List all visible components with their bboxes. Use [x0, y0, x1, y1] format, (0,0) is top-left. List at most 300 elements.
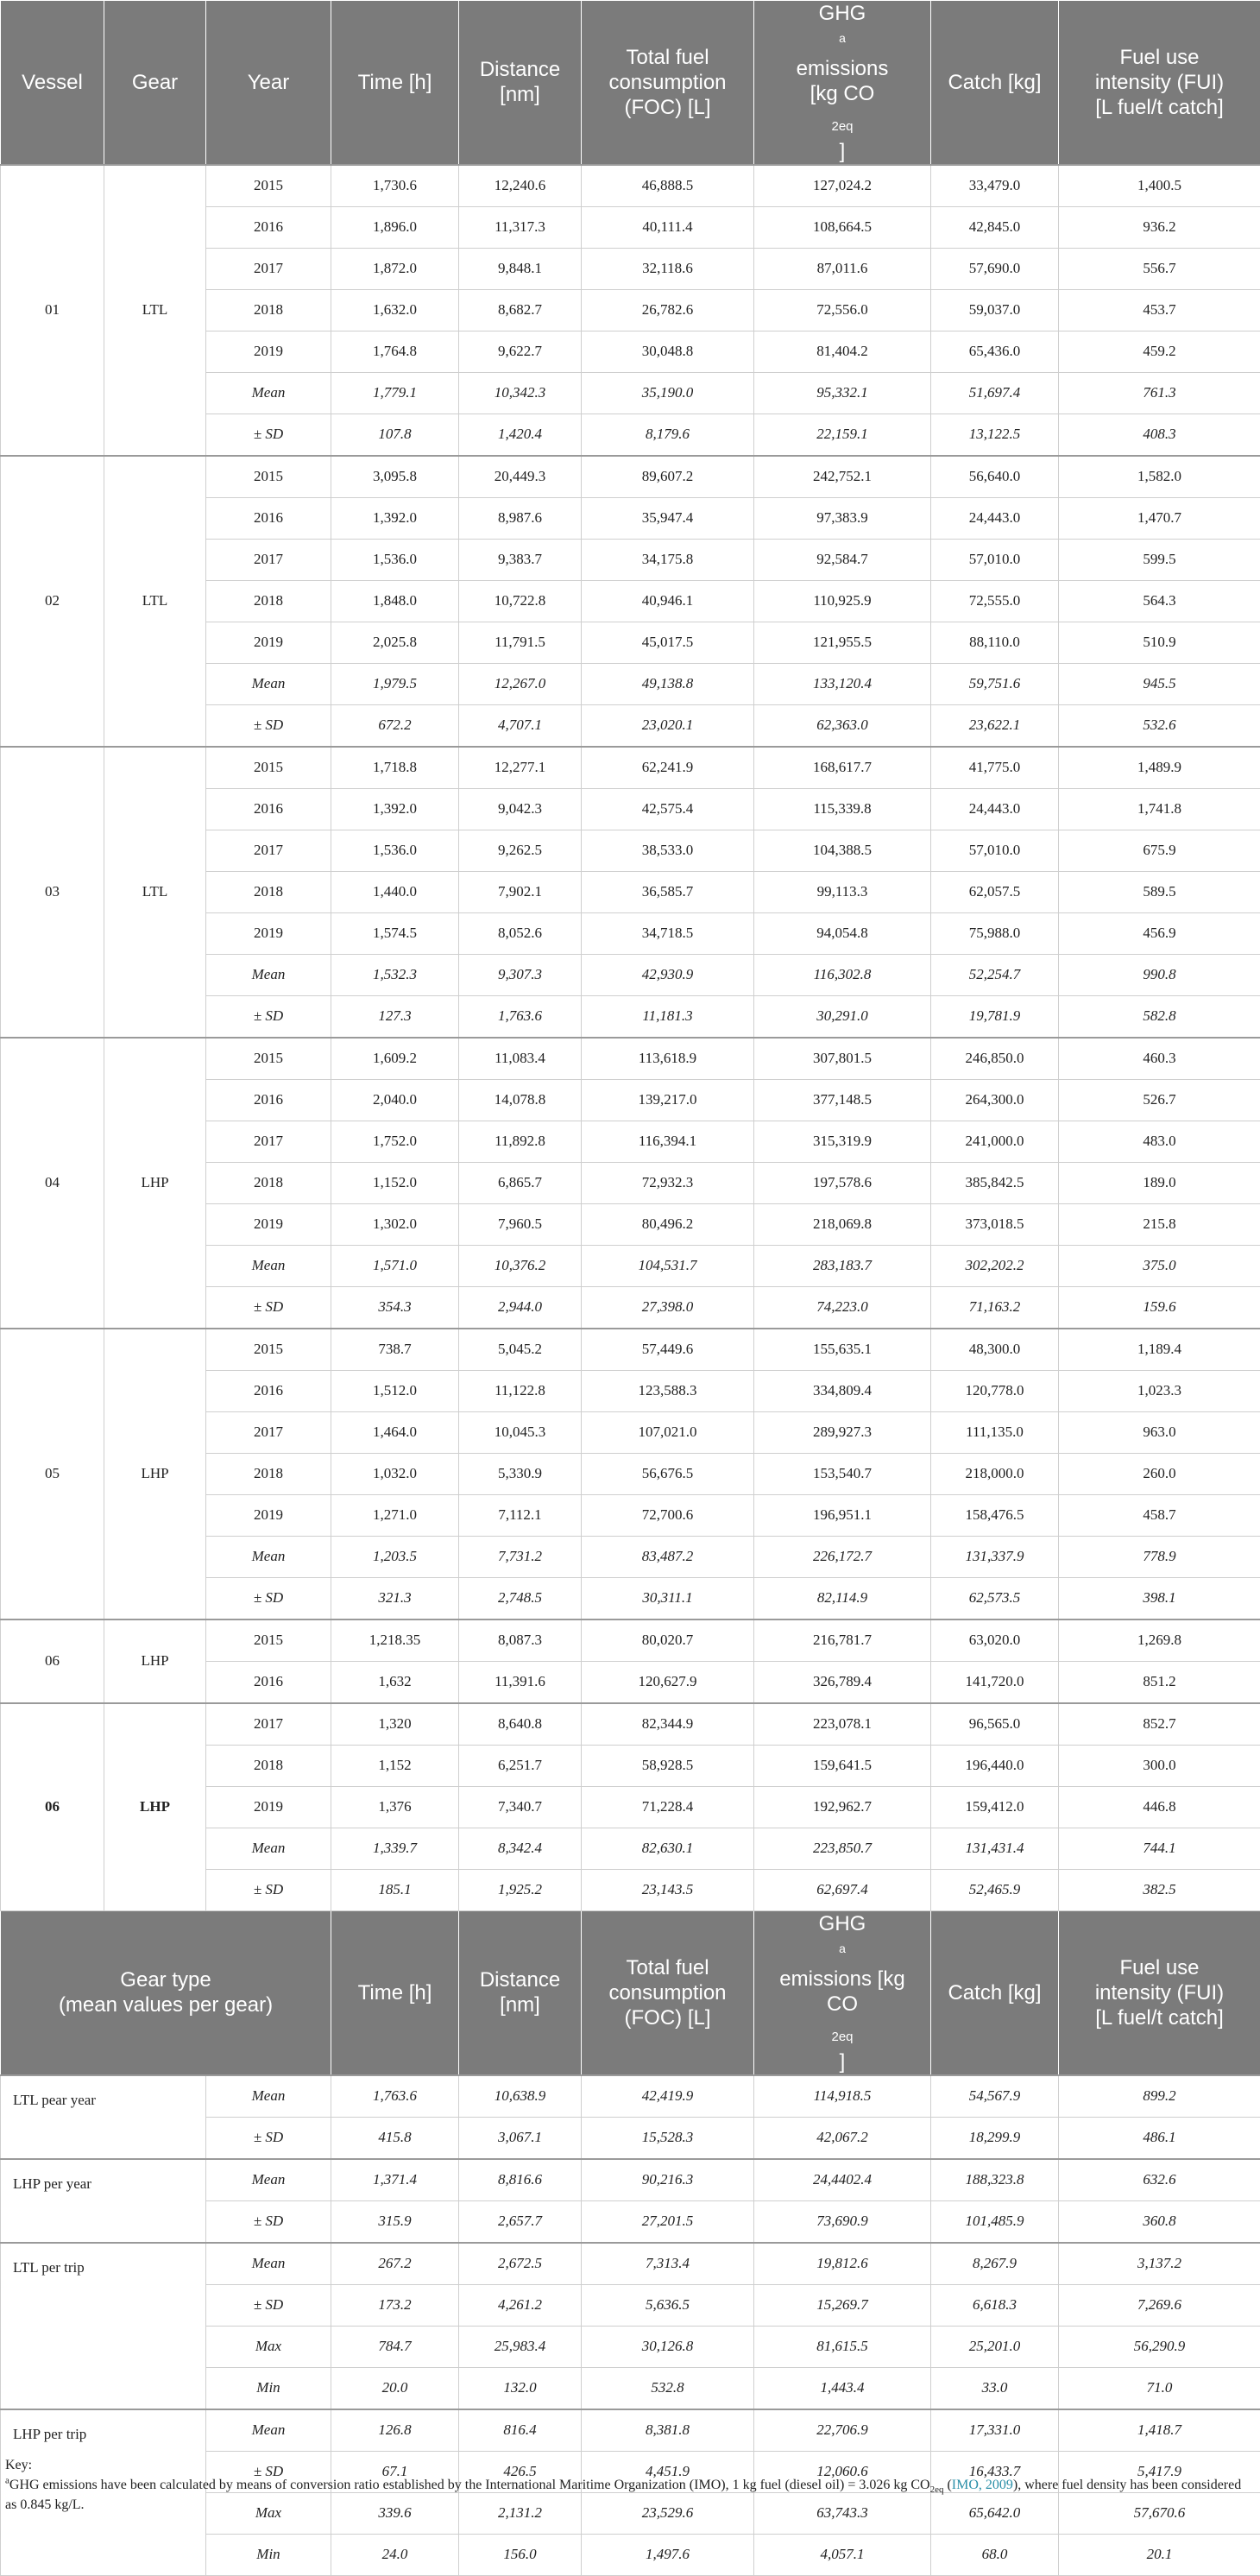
time-cell: 738.7: [331, 1329, 459, 1371]
col-header-fui: Fuel use intensity (FUI) [L fuel/t catch]: [1059, 1, 1260, 165]
catch-cell: 72,555.0: [931, 580, 1059, 622]
table-row: [1, 1703, 1260, 1746]
vessel-cell: 01: [1, 165, 104, 456]
distance-cell: 9,848.1: [459, 248, 582, 289]
fui-cell: 215.8: [1059, 1203, 1260, 1245]
distance-cell: 6,251.7: [459, 1745, 582, 1786]
ghg-cell: 192,962.7: [754, 1786, 931, 1828]
gear-cell: LHP: [104, 1703, 206, 1911]
stat-cell: ± SD: [206, 2117, 331, 2159]
distance-cell: 10,722.8: [459, 580, 582, 622]
foc-cell: 56,676.5: [582, 1453, 754, 1494]
fui-cell: 71.0: [1059, 2367, 1260, 2409]
time-cell: 1,848.0: [331, 580, 459, 622]
time-cell: 1,979.5: [331, 663, 459, 704]
ghg-cell: 15,269.7: [754, 2284, 931, 2326]
time-cell: 1,440.0: [331, 871, 459, 912]
year-cell: 2016: [206, 788, 331, 830]
distance-cell: 10,376.2: [459, 1245, 582, 1286]
distance-cell: 10,638.9: [459, 2075, 582, 2118]
distance-cell: 8,682.7: [459, 289, 582, 331]
foc-cell: 123,588.3: [582, 1370, 754, 1411]
foc-cell: 71,228.4: [582, 1786, 754, 1828]
catch-cell: 41,775.0: [931, 747, 1059, 789]
time-cell: 1,632.0: [331, 289, 459, 331]
year-cell: 2019: [206, 1494, 331, 1536]
vessel-cell: 06: [1, 1703, 104, 1911]
fui-cell: 761.3: [1059, 372, 1260, 414]
year-cell: 2016: [206, 497, 331, 539]
distance-cell: 7,340.7: [459, 1786, 582, 1828]
foc-cell: 23,143.5: [582, 1869, 754, 1910]
catch-cell: 62,057.5: [931, 871, 1059, 912]
time-cell: 1,218.35: [331, 1619, 459, 1662]
ghg-cell: 72,556.0: [754, 289, 931, 331]
time-cell: 1,512.0: [331, 1370, 459, 1411]
distance-cell: 2,944.0: [459, 1286, 582, 1329]
ghg-cell: 307,801.5: [754, 1038, 931, 1080]
catch-cell: 51,697.4: [931, 372, 1059, 414]
ghg-cell: 94,054.8: [754, 912, 931, 954]
distance-cell: 11,083.4: [459, 1038, 582, 1080]
time-cell: 1,152.0: [331, 1162, 459, 1203]
ghg-cell: 223,850.7: [754, 1828, 931, 1869]
stat-cell: ± SD: [206, 2200, 331, 2243]
col-header-catch-2: Catch [kg]: [931, 1910, 1059, 2074]
time-cell: 1,371.4: [331, 2159, 459, 2201]
time-cell: 1,730.6: [331, 165, 459, 207]
foc-cell: 80,020.7: [582, 1619, 754, 1662]
fui-cell: 744.1: [1059, 1828, 1260, 1869]
time-cell: 3,095.8: [331, 456, 459, 498]
year-cell: 2019: [206, 331, 331, 372]
catch-cell: 88,110.0: [931, 622, 1059, 663]
year-cell: ± SD: [206, 704, 331, 747]
year-cell: 2015: [206, 1038, 331, 1080]
col-header-gear-type: Gear type (mean values per gear): [1, 1910, 331, 2074]
foc-cell: 30,311.1: [582, 1577, 754, 1619]
distance-cell: 10,342.3: [459, 372, 582, 414]
vessel-cell: 05: [1, 1329, 104, 1619]
distance-cell: 12,267.0: [459, 663, 582, 704]
fui-cell: 458.7: [1059, 1494, 1260, 1536]
foc-cell: 36,585.7: [582, 871, 754, 912]
foc-cell: 49,138.8: [582, 663, 754, 704]
gear-type-label: LHP per trip: [1, 2409, 206, 2576]
fui-cell: 532.6: [1059, 704, 1260, 747]
catch-cell: 59,037.0: [931, 289, 1059, 331]
fui-cell: 526.7: [1059, 1079, 1260, 1121]
table-row: [1, 165, 1260, 207]
fui-cell: 57,670.6: [1059, 2492, 1260, 2534]
ghg-cell: 114,918.5: [754, 2075, 931, 2118]
foc-cell: 5,636.5: [582, 2284, 754, 2326]
fui-cell: 398.1: [1059, 1577, 1260, 1619]
foc-cell: 57,449.6: [582, 1329, 754, 1371]
foc-cell: 90,216.3: [582, 2159, 754, 2201]
foc-cell: 30,126.8: [582, 2326, 754, 2367]
distance-cell: 8,052.6: [459, 912, 582, 954]
year-cell: 2015: [206, 747, 331, 789]
ghg-cell: 226,172.7: [754, 1536, 931, 1577]
fui-cell: 1,189.4: [1059, 1329, 1260, 1371]
fui-cell: 510.9: [1059, 622, 1260, 663]
distance-cell: 10,045.3: [459, 1411, 582, 1453]
ghg-cell: 24,4402.4: [754, 2159, 931, 2201]
foc-cell: 7,313.4: [582, 2243, 754, 2285]
distance-cell: 11,317.3: [459, 206, 582, 248]
fui-cell: 1,470.7: [1059, 497, 1260, 539]
table-row: [1, 2243, 1260, 2285]
year-cell: ± SD: [206, 414, 331, 456]
catch-cell: 57,690.0: [931, 248, 1059, 289]
time-cell: 185.1: [331, 1869, 459, 1910]
vessel-cell: 04: [1, 1038, 104, 1329]
fui-cell: 486.1: [1059, 2117, 1260, 2159]
ghg-cell: 155,635.1: [754, 1329, 931, 1371]
ghg-cell: 159,641.5: [754, 1745, 931, 1786]
ghg-cell: 62,697.4: [754, 1869, 931, 1910]
year-cell: 2016: [206, 1079, 331, 1121]
catch-cell: 57,010.0: [931, 539, 1059, 580]
distance-cell: 7,112.1: [459, 1494, 582, 1536]
foc-cell: 35,190.0: [582, 372, 754, 414]
gear-cell: LTL: [104, 165, 206, 456]
ghg-cell: 92,584.7: [754, 539, 931, 580]
ghg-cell: 115,339.8: [754, 788, 931, 830]
year-cell: 2015: [206, 1329, 331, 1371]
foc-cell: 34,175.8: [582, 539, 754, 580]
fui-cell: 3,137.2: [1059, 2243, 1260, 2285]
footnote-text: $^a$GHG emissions have been calculated by means of conversion ratio established by the International Maritime Organization (IMO), 1 kg fuel (diesel oil) = 3.026 kg $CO_{2eq}$ (IMO, 2009), where fuel density has been considered as 0.845 kg/L.: [5, 2475, 1255, 2515]
col-header-vessel: Vessel: [1, 1, 104, 165]
time-cell: 127.3: [331, 995, 459, 1038]
gear-cell: LHP: [104, 1038, 206, 1329]
ghg-cell: 377,148.5: [754, 1079, 931, 1121]
distance-cell: 156.0: [459, 2534, 582, 2575]
year-cell: Mean: [206, 372, 331, 414]
foc-cell: 139,217.0: [582, 1079, 754, 1121]
foc-cell: 23,020.1: [582, 704, 754, 747]
catch-cell: 33.0: [931, 2367, 1059, 2409]
catch-cell: 158,476.5: [931, 1494, 1059, 1536]
distance-cell: 9,262.5: [459, 830, 582, 871]
foc-cell: 4,451.9: [582, 2451, 754, 2492]
gear-cell: LTL: [104, 747, 206, 1038]
col-header-fui-2: Fuel use intensity (FUI) [L fuel/t catch]: [1059, 1910, 1260, 2074]
distance-cell: 3,067.1: [459, 2117, 582, 2159]
time-cell: 1,536.0: [331, 539, 459, 580]
ghg-cell: 22,159.1: [754, 414, 931, 456]
foc-cell: 27,201.5: [582, 2200, 754, 2243]
table-row: [1, 456, 1260, 498]
ghg-cell: 110,925.9: [754, 580, 931, 622]
catch-cell: 24,443.0: [931, 497, 1059, 539]
fui-cell: 556.7: [1059, 248, 1260, 289]
fui-cell: 7,269.6: [1059, 2284, 1260, 2326]
catch-cell: 56,640.0: [931, 456, 1059, 498]
distance-cell: 4,261.2: [459, 2284, 582, 2326]
year-cell: 2019: [206, 1786, 331, 1828]
gear-type-label: LTL per trip: [1, 2243, 206, 2409]
table-row: [1, 747, 1260, 789]
foc-cell: 8,381.8: [582, 2409, 754, 2452]
year-cell: 2017: [206, 830, 331, 871]
fui-cell: 20.1: [1059, 2534, 1260, 2575]
fui-cell: 851.2: [1059, 1661, 1260, 1703]
foc-cell: 80,496.2: [582, 1203, 754, 1245]
catch-cell: 188,323.8: [931, 2159, 1059, 2201]
foc-cell: 82,344.9: [582, 1703, 754, 1746]
fui-cell: 852.7: [1059, 1703, 1260, 1746]
stat-cell: Min: [206, 2534, 331, 2575]
ghg-cell: 74,223.0: [754, 1286, 931, 1329]
time-cell: 2,040.0: [331, 1079, 459, 1121]
gear-cell: LHP: [104, 1619, 206, 1703]
foc-cell: 107,021.0: [582, 1411, 754, 1453]
catch-cell: 131,431.4: [931, 1828, 1059, 1869]
time-cell: 67.1: [331, 2451, 459, 2492]
fui-cell: 459.2: [1059, 331, 1260, 372]
table1-body: [1, 165, 1260, 1911]
vessel-cell: 02: [1, 456, 104, 747]
fui-cell: 778.9: [1059, 1536, 1260, 1577]
distance-cell: 132.0: [459, 2367, 582, 2409]
distance-cell: 6,865.7: [459, 1162, 582, 1203]
fui-cell: 1,418.7: [1059, 2409, 1260, 2452]
gear-cell: LHP: [104, 1329, 206, 1619]
ghg-cell: 116,302.8: [754, 954, 931, 995]
fui-cell: 260.0: [1059, 1453, 1260, 1494]
ghg-cell: 99,113.3: [754, 871, 931, 912]
table2-header: [1, 1910, 1260, 2074]
year-cell: 2017: [206, 1703, 331, 1746]
fui-cell: 899.2: [1059, 2075, 1260, 2118]
foc-cell: 89,607.2: [582, 456, 754, 498]
catch-cell: 159,412.0: [931, 1786, 1059, 1828]
time-cell: 354.3: [331, 1286, 459, 1329]
time-cell: 20.0: [331, 2367, 459, 2409]
year-cell: Mean: [206, 1536, 331, 1577]
catch-cell: 302,202.2: [931, 1245, 1059, 1286]
catch-cell: 33,479.0: [931, 165, 1059, 207]
gear-type-label: LTL pear year: [1, 2075, 206, 2159]
fui-cell: 1,741.8: [1059, 788, 1260, 830]
table-row: [1, 2409, 1260, 2452]
ghg-cell: 289,927.3: [754, 1411, 931, 1453]
ghg-cell: 19,812.6: [754, 2243, 931, 2285]
stat-cell: Mean: [206, 2409, 331, 2452]
ghg-cell: 97,383.9: [754, 497, 931, 539]
year-cell: ± SD: [206, 1286, 331, 1329]
fui-cell: 5,417.9: [1059, 2451, 1260, 2492]
foc-cell: 532.8: [582, 2367, 754, 2409]
fui-cell: 936.2: [1059, 206, 1260, 248]
catch-cell: 141,720.0: [931, 1661, 1059, 1703]
distance-cell: 9,042.3: [459, 788, 582, 830]
year-cell: 2018: [206, 289, 331, 331]
year-cell: 2016: [206, 206, 331, 248]
table-row: [1, 1619, 1260, 1662]
catch-cell: 385,842.5: [931, 1162, 1059, 1203]
time-cell: 24.0: [331, 2534, 459, 2575]
ghg-cell: 81,615.5: [754, 2326, 931, 2367]
ghg-cell: 22,706.9: [754, 2409, 931, 2452]
ghg-cell: 4,057.1: [754, 2534, 931, 2575]
gear-cell: LTL: [104, 456, 206, 747]
distance-cell: 8,640.8: [459, 1703, 582, 1746]
foc-cell: 1,497.6: [582, 2534, 754, 2575]
vessel-cell: 06: [1, 1619, 104, 1703]
time-cell: 1,392.0: [331, 788, 459, 830]
stat-cell: Mean: [206, 2243, 331, 2285]
foc-cell: 46,888.5: [582, 165, 754, 207]
year-cell: 2019: [206, 1203, 331, 1245]
ghg-cell: 1,443.4: [754, 2367, 931, 2409]
time-cell: 1,203.5: [331, 1536, 459, 1577]
distance-cell: 9,383.7: [459, 539, 582, 580]
year-cell: 2019: [206, 912, 331, 954]
catch-cell: 111,135.0: [931, 1411, 1059, 1453]
time-cell: 267.2: [331, 2243, 459, 2285]
col-header-distance-2: Distance [nm]: [459, 1910, 582, 2074]
fui-cell: 990.8: [1059, 954, 1260, 995]
catch-cell: 63,020.0: [931, 1619, 1059, 1662]
distance-cell: 816.4: [459, 2409, 582, 2452]
catch-cell: 75,988.0: [931, 912, 1059, 954]
stat-cell: Mean: [206, 2159, 331, 2201]
catch-cell: 264,300.0: [931, 1079, 1059, 1121]
time-cell: 1,271.0: [331, 1494, 459, 1536]
catch-cell: 101,485.9: [931, 2200, 1059, 2243]
ghg-cell: 87,011.6: [754, 248, 931, 289]
ghg-cell: 121,955.5: [754, 622, 931, 663]
stat-cell: Min: [206, 2367, 331, 2409]
fui-cell: 300.0: [1059, 1745, 1260, 1786]
distance-cell: 2,131.2: [459, 2492, 582, 2534]
catch-cell: 42,845.0: [931, 206, 1059, 248]
stat-cell: Mean: [206, 2075, 331, 2118]
time-cell: 1,718.8: [331, 747, 459, 789]
catch-cell: 6,618.3: [931, 2284, 1059, 2326]
catch-cell: 62,573.5: [931, 1577, 1059, 1619]
distance-cell: 2,657.7: [459, 2200, 582, 2243]
table-row: [1, 2159, 1260, 2201]
col-header-ghg-2: GHG $^a$ emissions [kg CO $_{2eq}$ ]: [754, 1910, 931, 2074]
year-cell: 2017: [206, 248, 331, 289]
distance-cell: 4,707.1: [459, 704, 582, 747]
catch-cell: 17,331.0: [931, 2409, 1059, 2452]
fui-cell: 589.5: [1059, 871, 1260, 912]
year-cell: 2018: [206, 1162, 331, 1203]
distance-cell: 1,763.6: [459, 995, 582, 1038]
time-cell: 107.8: [331, 414, 459, 456]
year-cell: 2017: [206, 539, 331, 580]
foc-cell: 42,575.4: [582, 788, 754, 830]
foc-cell: 120,627.9: [582, 1661, 754, 1703]
foc-cell: 42,930.9: [582, 954, 754, 995]
distance-cell: 426.5: [459, 2451, 582, 2492]
fui-cell: 408.3: [1059, 414, 1260, 456]
time-cell: 672.2: [331, 704, 459, 747]
distance-cell: 7,960.5: [459, 1203, 582, 1245]
time-cell: 1,392.0: [331, 497, 459, 539]
distance-cell: 5,330.9: [459, 1453, 582, 1494]
ghg-cell: 12,060.6: [754, 2451, 931, 2492]
catch-cell: 24,443.0: [931, 788, 1059, 830]
foc-cell: 72,932.3: [582, 1162, 754, 1203]
time-cell: 339.6: [331, 2492, 459, 2534]
foc-cell: 26,782.6: [582, 289, 754, 331]
time-cell: 1,532.3: [331, 954, 459, 995]
fui-cell: 1,023.3: [1059, 1370, 1260, 1411]
foc-cell: 116,394.1: [582, 1121, 754, 1162]
fui-cell: 599.5: [1059, 539, 1260, 580]
year-cell: ± SD: [206, 1577, 331, 1619]
table-row: [1, 1038, 1260, 1080]
year-cell: Mean: [206, 954, 331, 995]
fui-cell: 483.0: [1059, 1121, 1260, 1162]
fui-cell: 1,269.8: [1059, 1619, 1260, 1662]
foc-cell: 104,531.7: [582, 1245, 754, 1286]
fui-cell: 456.9: [1059, 912, 1260, 954]
foc-cell: 23,529.6: [582, 2492, 754, 2534]
foc-cell: 15,528.3: [582, 2117, 754, 2159]
time-cell: 1,779.1: [331, 372, 459, 414]
distance-cell: 8,987.6: [459, 497, 582, 539]
foc-cell: 45,017.5: [582, 622, 754, 663]
ghg-cell: 82,114.9: [754, 1577, 931, 1619]
imo-2009-reference-link[interactable]: IMO, 2009: [952, 2478, 1013, 2492]
fui-cell: 1,582.0: [1059, 456, 1260, 498]
catch-cell: 54,567.9: [931, 2075, 1059, 2118]
table-row: [1, 1329, 1260, 1371]
time-cell: 1,609.2: [331, 1038, 459, 1080]
year-cell: Mean: [206, 663, 331, 704]
foc-cell: 58,928.5: [582, 1745, 754, 1786]
distance-cell: 8,342.4: [459, 1828, 582, 1869]
ghg-cell: 73,690.9: [754, 2200, 931, 2243]
distance-cell: 11,791.5: [459, 622, 582, 663]
time-cell: 1,152: [331, 1745, 459, 1786]
distance-cell: 2,672.5: [459, 2243, 582, 2285]
gear-type-label: LHP per year: [1, 2159, 206, 2243]
distance-cell: 11,391.6: [459, 1661, 582, 1703]
time-cell: 2,025.8: [331, 622, 459, 663]
col-header-foc-2: Total fuel consumption (FOC) [L]: [582, 1910, 754, 2074]
time-cell: 1,376: [331, 1786, 459, 1828]
catch-cell: 218,000.0: [931, 1453, 1059, 1494]
ghg-cell: 104,388.5: [754, 830, 931, 871]
distance-cell: 8,816.6: [459, 2159, 582, 2201]
ghg-cell: 95,332.1: [754, 372, 931, 414]
ghg-cell: 334,809.4: [754, 1370, 931, 1411]
time-cell: 315.9: [331, 2200, 459, 2243]
time-cell: 173.2: [331, 2284, 459, 2326]
time-cell: 1,339.7: [331, 1828, 459, 1869]
time-cell: 1,032.0: [331, 1453, 459, 1494]
foc-cell: 83,487.2: [582, 1536, 754, 1577]
foc-cell: 35,947.4: [582, 497, 754, 539]
catch-cell: 71,163.2: [931, 1286, 1059, 1329]
time-cell: 1,896.0: [331, 206, 459, 248]
time-cell: 1,320: [331, 1703, 459, 1746]
stat-cell: ± SD: [206, 2284, 331, 2326]
catch-cell: 19,781.9: [931, 995, 1059, 1038]
stat-cell: Max: [206, 2492, 331, 2534]
stat-cell: ± SD: [206, 2451, 331, 2492]
foc-cell: 34,718.5: [582, 912, 754, 954]
